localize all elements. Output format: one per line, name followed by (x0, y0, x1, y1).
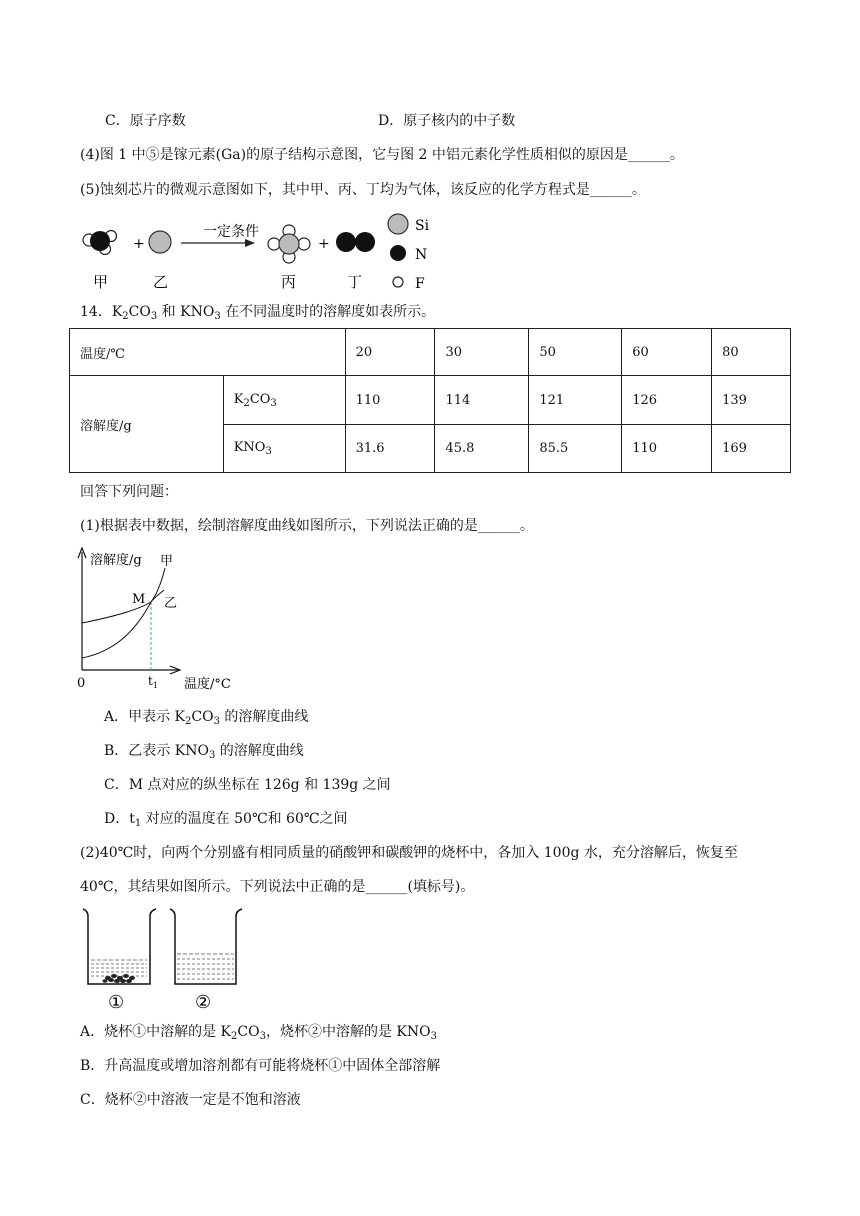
value-cell: 45.8 (435, 425, 529, 473)
part1-option-d: D．$t_1$ 对应的温度在 50℃和 60℃之间 (104, 811, 348, 829)
arrow-head-icon (245, 239, 255, 247)
molecule-bing (268, 225, 310, 263)
legend-n-label: N (415, 247, 428, 263)
label-bing: 丙 (281, 273, 297, 291)
part2-option-a: A．烧杯①中溶解的是 $K_2CO_3$，烧杯②中溶解的是 $KNO_3$ (80, 1024, 437, 1042)
temp-cell: 30 (435, 329, 529, 376)
table-row-k2co3 (70, 376, 791, 425)
part1-option-b: B．乙表示 $KNO_3$ 的溶解度曲线 (104, 743, 304, 761)
x-axis-label: 温度/°C (184, 677, 231, 692)
question-14-intro: 14．$K_2CO_3$ 和 $KNO_3$ 在不同温度时的溶解度如表所示。 (80, 304, 436, 322)
option-d-neutron-number: D．原子核内的中子数 (378, 113, 516, 129)
value-cell: 126 (622, 376, 712, 425)
temp-cell: 20 (345, 329, 435, 376)
label-yi: 乙 (153, 273, 169, 291)
reaction-diagram (75, 206, 435, 296)
part1-option-c: C．M 点对应的纵坐标在 126g 和 139g 之间 (104, 777, 391, 793)
curve-label-yi: 乙 (164, 596, 178, 611)
part1-option-a: A．甲表示 $K_2CO_3$ 的溶解度曲线 (104, 709, 309, 727)
question-13-part-5: (5)蚀刻芯片的微观示意图如下，其中甲、丙、丁均为气体，该反应的化学方程式是______。 (80, 182, 646, 198)
temp-cell: 60 (622, 329, 712, 376)
y-axis-label: 溶解度/g (90, 553, 142, 568)
plus-sign-1: + (133, 236, 145, 252)
value-cell: 110 (345, 376, 435, 425)
beaker-1-label: ① (108, 992, 125, 1013)
beaker-2-icon (170, 909, 242, 984)
substance-kno3: $KNO_3$ (223, 425, 345, 473)
table-row-temperature (70, 329, 791, 376)
value-cell: 31.6 (345, 425, 435, 473)
reaction-condition: 一定条件 (203, 224, 259, 240)
molecule-ding (336, 232, 375, 252)
t1-label: $t_1$ (148, 674, 158, 690)
molecule-jia (83, 231, 117, 255)
substance-k2co3: $K_2CO_3$ (223, 376, 345, 425)
value-cell: 110 (622, 425, 712, 473)
temperature-header: 温度/℃ (70, 329, 346, 376)
label-ding: 丁 (347, 273, 363, 291)
value-cell: 121 (529, 376, 622, 425)
value-cell: 169 (712, 425, 791, 473)
question-13-part-4: (4)图 1 中⑤是镓元素(Ga)的原子结构示意图，它与图 2 中铝元素化学性质相似的原因是______。 (80, 147, 684, 163)
beaker-1-icon (83, 909, 156, 984)
question-14-part-1: (1)根据表中数据，绘制溶解度曲线如图所示，下列说法正确的是______。 (80, 518, 534, 534)
legend-si-icon (388, 214, 408, 234)
temp-cell: 50 (529, 329, 622, 376)
curve-k2co3 (82, 568, 165, 623)
plus-sign-2: + (318, 236, 330, 252)
temp-cell: 80 (712, 329, 791, 376)
question-14-part-2-line-2: 40℃，其结果如图所示。下列说法中正确的是______(填标号)。 (80, 879, 475, 895)
solubility-curve-graph (72, 542, 262, 698)
legend-f-label: F (415, 276, 425, 292)
beakers-figure (78, 904, 258, 1016)
value-cell: 85.5 (529, 425, 622, 473)
legend-si-label: Si (415, 218, 430, 234)
label-jia: 甲 (93, 273, 109, 291)
value-cell: 139 (712, 376, 791, 425)
solubility-header: 溶解度/g (70, 376, 224, 473)
curve-label-jia: 甲 (160, 554, 174, 569)
molecule-yi (149, 231, 171, 253)
answer-prompt: 回答下列问题： (80, 484, 178, 500)
point-m-label: M (132, 592, 146, 607)
part2-option-c: C．烧杯②中溶液一定是不饱和溶液 (80, 1092, 301, 1108)
value-cell: 114 (435, 376, 529, 425)
question-14-part-2-line-1: (2)40℃时，向两个分别盛有相同质量的硝酸钾和碳酸钾的烧杯中，各加入 100g 水，充分溶解后，恢复至 (80, 845, 738, 861)
option-c-atomic-number: C．原子序数 (105, 113, 186, 129)
part2-option-b: B．升高温度或增加溶剂都有可能将烧杯①中固体全部溶解 (80, 1058, 441, 1074)
beaker-2-label: ② (195, 992, 212, 1013)
legend-n-icon (390, 245, 406, 261)
solubility-table (69, 328, 791, 473)
origin-label: 0 (77, 676, 86, 691)
legend-f-icon (393, 277, 403, 287)
